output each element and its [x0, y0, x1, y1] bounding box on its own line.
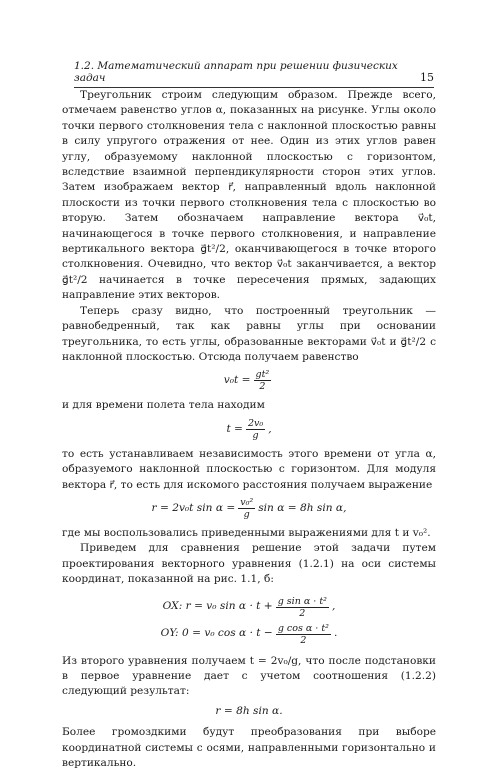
sys1-left: OX: r = v₀ sin α · t +	[162, 600, 273, 613]
paragraph-6: Приведем для сравнения решение этой задачи путем проектирования векторного уравнения (1.2.1) на оси системы координат, показанной на рис. 1.1, б:	[62, 542, 436, 586]
eq2-tail: ,	[268, 422, 272, 435]
eq3-numerator: v₀²	[240, 496, 254, 508]
paragraph-4: то есть устанавливаем независимость этого времени от угла α, образуемого наклонной плоскостью с горизонтом. Для модуля вектора r⃗, то есть для искомого расстояния получаем выражение	[62, 447, 436, 491]
paragraph-1: Треугольник строим следующим образом. Прежде всего, отмечаем равенство углов α, показанных на рисунке. Углы около точки первого столкновения тела с наклонной плоскостью равны в силу упругого отражения от нее. Один из этих углов равен углу, образуемому наклонной плоскостью с горизонтом, вследствие взаимной перпендикулярности сторон этих углов. Затем изображаем вектор r⃗, направленный вдоль наклонной плоскости из точки первого столкновения тела с плоскостью во вторую. Затем обозначаем направление вектора v⃗₀t, начинающегося в точке первого столкновения, и направление вертикального вектора g⃗t²/2, оканчивающегося в точке второго столкновения. Очевидно, что вектор v⃗₀t заканчивается, а вектор g⃗t²/2 начинается в точке пересечения прямых, задающих направление этих векторов.	[62, 89, 436, 302]
page-number: 15	[420, 71, 434, 84]
page-body	[62, 88, 436, 771]
running-title: 1.2. Математический аппарат при решении физических задач	[74, 60, 398, 84]
system-row-ox	[163, 596, 336, 619]
paragraph-2: Теперь сразу видно, что построенный треугольник — равнобедренный, так как равны углы при основании треугольника, то есть углы, образованные векторами v⃗₀t и g⃗t²/2 с наклонной плоскостью. Отсюда получаем равенство	[62, 304, 436, 363]
paragraph-7: Из второго уравнения получаем t = 2v₀/g, что после подстановки в первое уравнение дает с учетом соотношения (1.2.2) следующий результат:	[62, 654, 436, 698]
eq1-left: v₀t =	[223, 374, 251, 387]
eq2-denominator: g	[252, 429, 259, 441]
eq2-fraction	[246, 418, 265, 441]
sys2-tail: .	[333, 627, 338, 640]
eq3-fraction	[238, 497, 255, 520]
paragraph-8: Более громоздкими будут преобразования при выборе координатной системы с осями, направленными горизонтально и вертикально.	[62, 726, 436, 769]
eq1-fraction	[254, 369, 272, 392]
sys1-fraction	[276, 596, 329, 619]
sys2-fraction	[276, 623, 331, 646]
eq5-text: r = 8h sin α.	[215, 704, 283, 717]
eq3-denominator: g	[243, 508, 250, 520]
sys2-left: OY: 0 = v₀ cos α · t −	[160, 627, 273, 640]
eq2-left: t =	[226, 422, 243, 435]
paragraph-5: где мы воспользовались приведенными выражениями для t и v₀².	[62, 526, 431, 539]
eq1-denominator: 2	[259, 381, 266, 393]
sys1-numerator: g sin α · t²	[277, 595, 327, 607]
system-row-oy	[161, 623, 338, 646]
eq3-left: r = 2v₀t sin α =	[151, 501, 236, 514]
running-header	[74, 60, 434, 88]
eq1-numerator: gt²	[255, 369, 270, 381]
eq3-right: sin α = 8h sin α,	[258, 501, 347, 514]
sys1-denominator: 2	[299, 607, 306, 619]
equation-system	[62, 594, 436, 648]
sys2-numerator: g cos α · t²	[277, 622, 329, 634]
sys2-denominator: 2	[300, 634, 307, 646]
equation-5	[62, 704, 436, 719]
paragraph-3: и для времени полета тела находим	[62, 399, 265, 412]
sys1-tail: ,	[331, 600, 336, 613]
equation-2	[62, 418, 436, 441]
eq2-numerator: 2v₀	[247, 417, 264, 429]
equation-3	[62, 497, 436, 520]
equation-1	[62, 369, 436, 392]
